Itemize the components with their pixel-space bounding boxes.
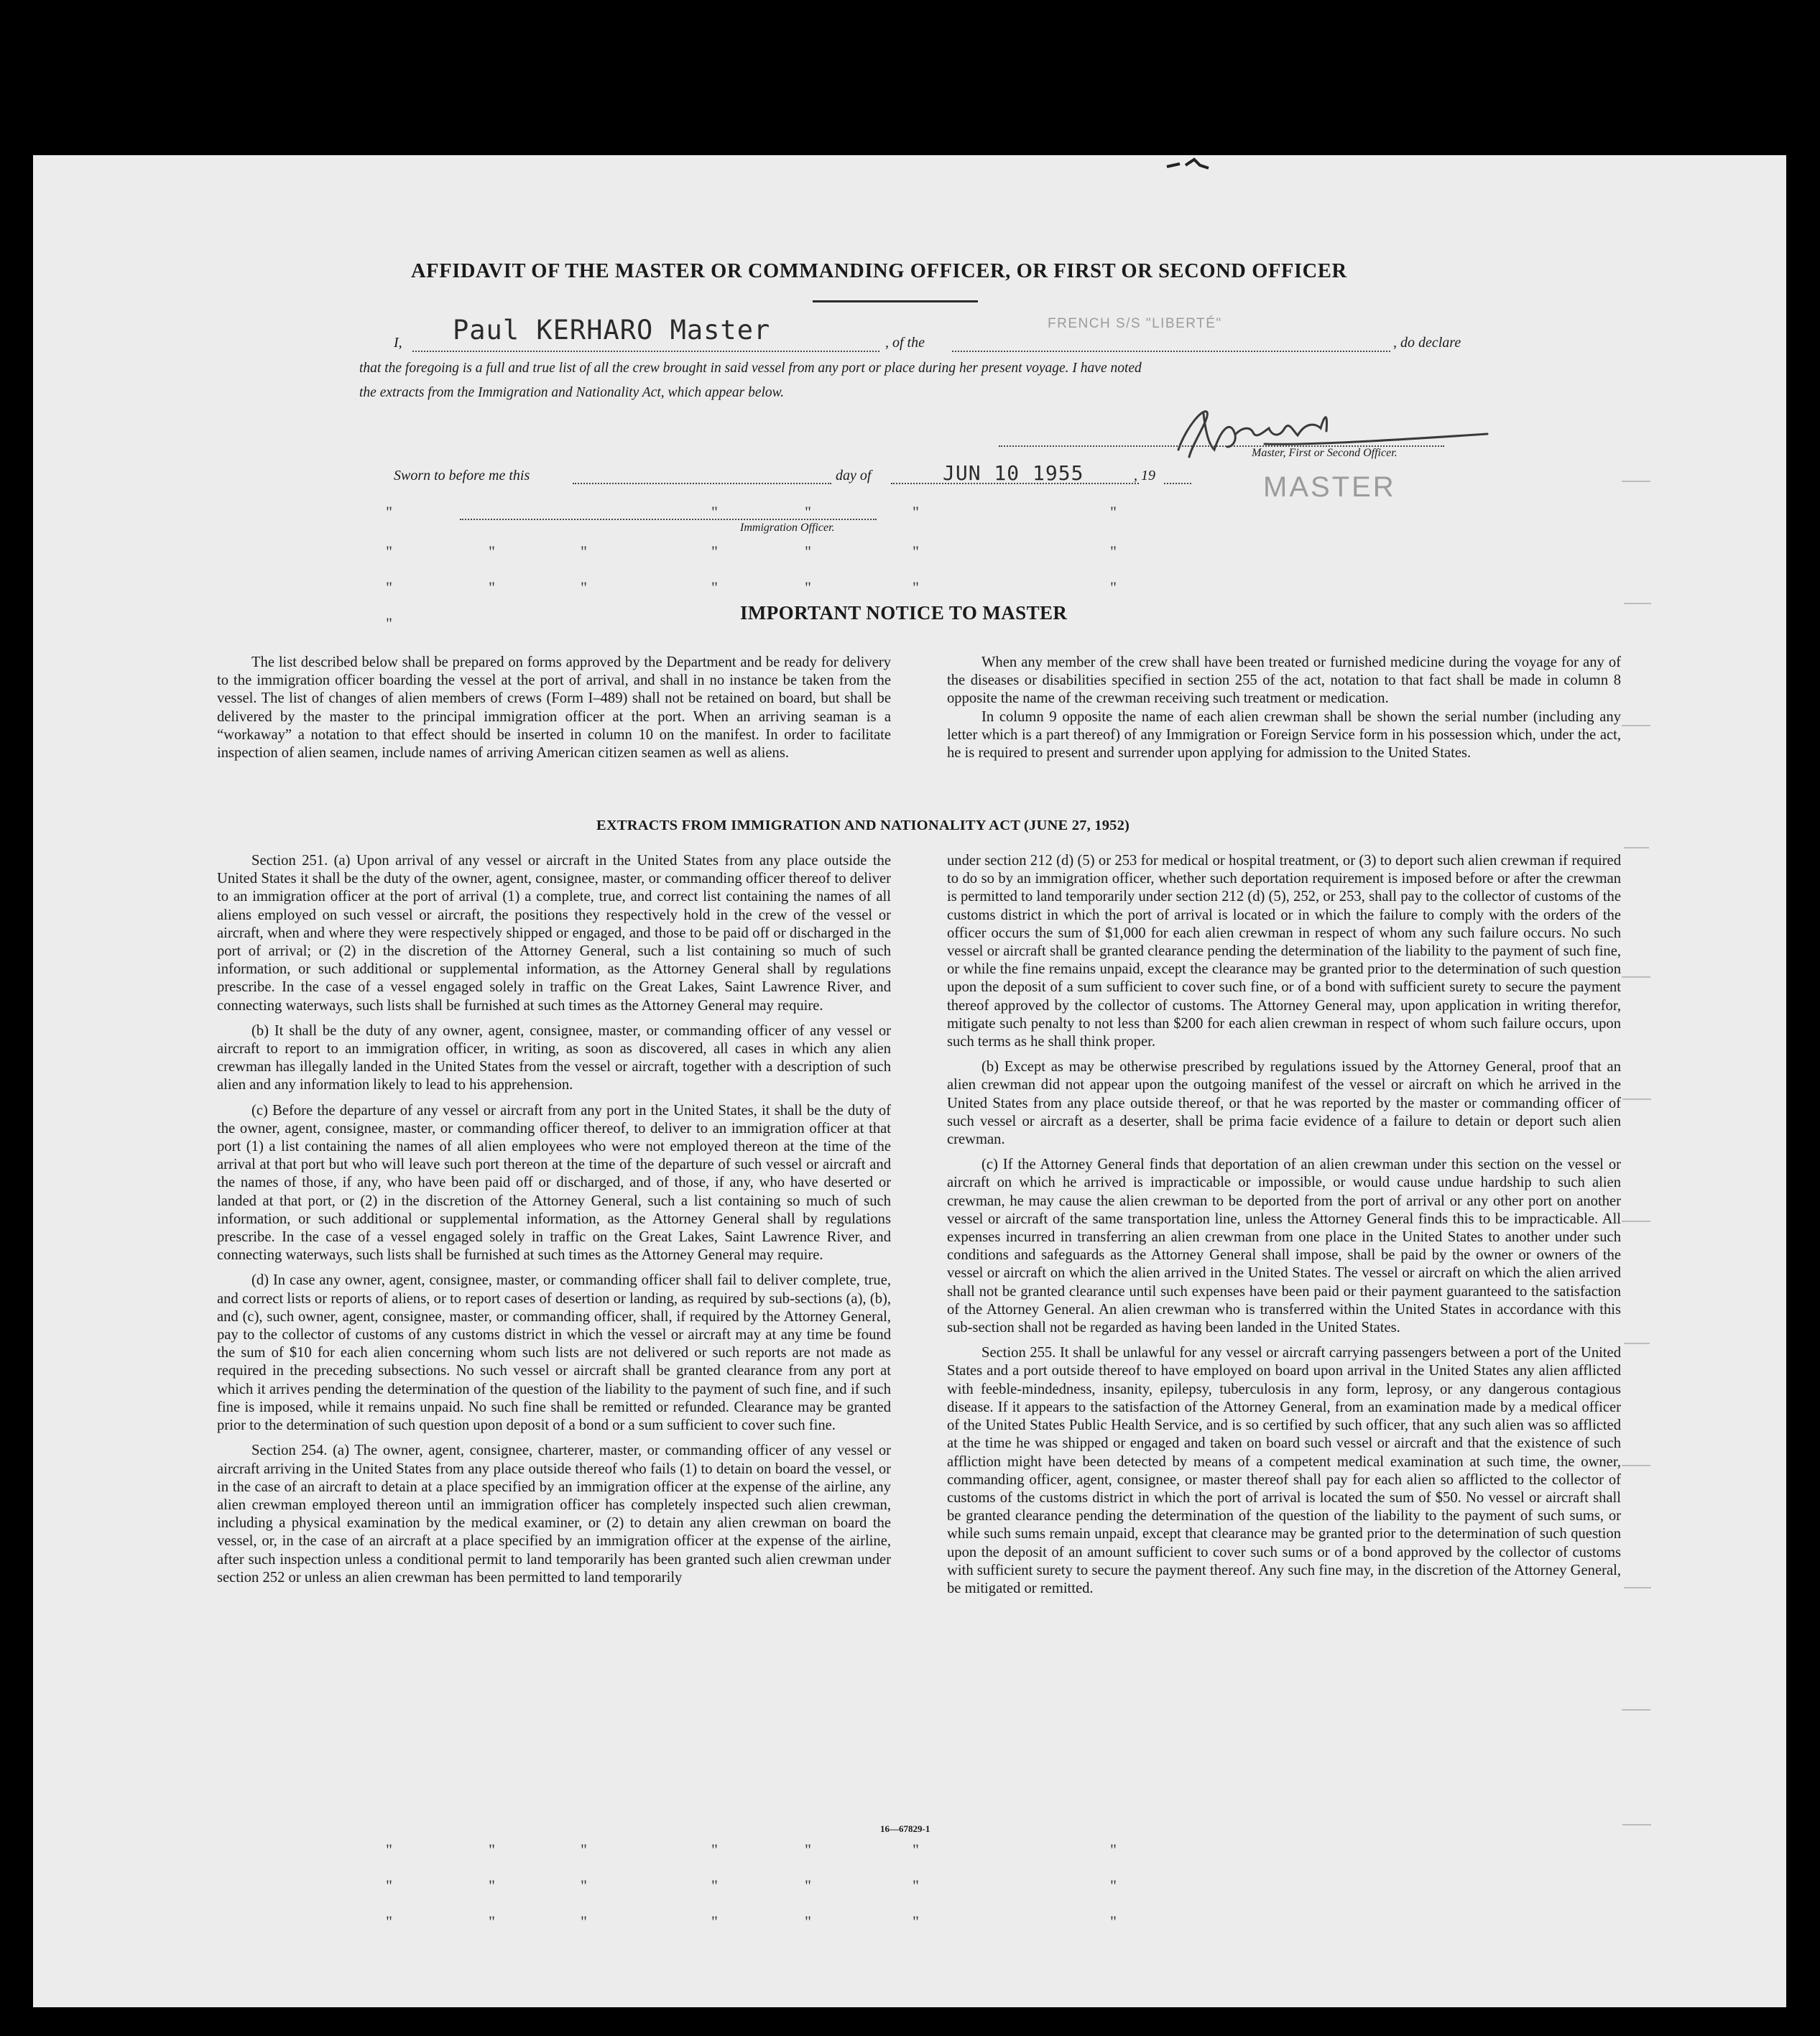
extracts-right-column xyxy=(947,852,1621,1598)
name-leader xyxy=(412,351,879,352)
year-prefix: , 19 xyxy=(1134,468,1155,483)
bleed-through-marks xyxy=(1618,460,1661,1868)
ditto-mark: " xyxy=(711,1877,718,1894)
ditto-mark: " xyxy=(711,1841,718,1859)
ditto-mark: " xyxy=(489,542,495,560)
ditto-mark: " xyxy=(489,1877,495,1894)
ditto-mark: " xyxy=(711,542,718,560)
section-251-c: (c) Before the departure of any vessel or aircraft from any port in the United States, it shall be the duty of the owner, agent, consignee, master, or commanding officer thereof, to deliver to an immigration officer at that port (1) a list containing the names of all alien employees who were not employed thereon at the time of the arrival at that port but who will leave such port thereon at the time of the departure of such vessel or aircraft and the names of those, if any, who have been paid off or discharged, and of those, if any, who have deserted or landed at that port, or (2) in the discretion of the Attorney General, such a list containing so much of such information, or such additional or supplemental information, as the Attorney General shall by regulations prescribe. In the case of a vessel engaged solely in traffic on the Great Lakes, Saint Lawrence River, and connecting waterways, such lists shall be furnished at such times as the Attorney General may require. xyxy=(217,1102,891,1264)
section-254-a-continued: under section 212 (d) (5) or 253 for medical or hospital treatment, or (3) to deport such alien crewman if required to do so by an immigration officer, whether such deportation requirement is imposed before or after the crewman is permitted to land temporarily under section 212 (d) (5), 252, or 253, shall pay to the collector of customs of the customs district in which the port of arrival is located or in which the failure to comply with the orders of the officer occurs the sum of $1,000 for each alien crewman in respect of whom any such failure occurs. No such vessel or aircraft shall be granted clearance pending the determination of the liability to the payment of such fine, or while the fine remains unpaid, except the clearance may be granted prior to the determination of such question upon the deposit of a sum sufficient to cover such fine, or of a bond with sufficient surety to secure the payment thereof approved by the collector of customs. The Attorney General may, upon application in writing therefor, mitigate such penalty to not less than $200 for each alien crewman in respect of whom such failure occurs, upon such terms as he shall think proper. xyxy=(947,853,1621,1050)
stray-mark xyxy=(1164,157,1221,172)
sworn-date-value: JUN 10 1955 xyxy=(943,461,1084,485)
ditto-mark: " xyxy=(805,542,811,560)
ditto-mark: " xyxy=(386,578,392,596)
ditto-mark: " xyxy=(805,503,811,521)
ditto-mark: " xyxy=(581,542,587,560)
sworn-label: Sworn to before me this xyxy=(394,468,530,483)
section-255: Section 255. It shall be unlawful for any vessel or aircraft carrying passengers between a port of the United States and a port outside thereof to have employed on board upon arrival in the United States any alien afflicted with feeble-mindedness, insanity, epilepsy, tuberculosis in any form, leprosy, or any dangerous contagious disease. If it appears to the satisfaction of the Attorney General, from an examination made by a medical officer of the United States Public Health Service, and is so certified by such officer, that any such alien was so afflicted at the time he was shipped or engaged and taken on board such vessel or aircraft and that the existence of such affliction might have been detected by means of a competent medical examination at such time, the owner, commanding officer, agent, consignee, or master thereof shall pay for each alien so afflicted to the collector of customs of the customs district in which the port of arrival is located the sum of $50. No vessel or aircraft shall be granted clearance pending the determination of the question of the liability to the payment of such sums, or while such sums remain unpaid, except that clearance may be granted prior to the determination of such question upon the deposit of an amount sufficient to cover such sums or of a bond approved by the collector of customs with sufficient surety to secure the payment thereof. Any such fine may, in the discretion of the Attorney General, be mitigated or remitted. xyxy=(947,1345,1621,1596)
ditto-mark: " xyxy=(1110,578,1117,596)
declaration-line-1: that the foregoing is a full and true list of all the crew brought in said vessel from any port or place during her present voyage. I have noted xyxy=(359,361,1142,376)
ditto-mark: " xyxy=(913,578,919,596)
ditto-mark: " xyxy=(805,1877,811,1894)
ditto-mark: " xyxy=(711,578,718,596)
ditto-mark: " xyxy=(1110,503,1117,521)
ditto-mark: " xyxy=(913,1841,919,1859)
form-number: 16—67829-1 xyxy=(880,1823,930,1834)
ditto-mark: " xyxy=(581,578,587,596)
notice-left-paragraph: The list described below shall be prepared on forms approved by the Department and be ready for delivery to the immigration officer boarding the vessel at the port of arrival, and shall in no instance be taken from the vessel. The list of changes of alien members of crews (Form I–489) shall not be retained on board, but shall be delivered by the master to the principal immigration officer at the port. When an arriving seaman is a “workaway” a notation to that effect should be inserted in column 10 on the manifest. In order to facilitate inspection of alien seamen, include names of arriving American citizen seamen as well as aliens. xyxy=(217,654,891,762)
ditto-mark: " xyxy=(711,503,718,521)
section-254-a: Section 254. (a) The owner, agent, consignee, charterer, master, or commanding officer of any vessel or aircraft arriving in the United States from any place outside thereof who fails (1) to detain on board the vessel, or in the case of an aircraft to detain at a place specified by an immigration officer at the expense of the airline, any alien crewman employed thereon until an immigration officer has completely inspected such alien crewman, including a physical examination by the medical examiner, or (2) to detain any alien crewman on board the vessel, or, in the case of an aircraft at a place specified by an immigration officer at the expense of the airline, after such inspection unless a conditional permit to land temporarily has been granted such alien crewman under section 252 or unless an alien crewman has been permitted to land temporarily xyxy=(217,1443,891,1586)
vessel-value: FRENCH S/S "LIBERTÉ" xyxy=(1048,316,1222,331)
section-254-b: (b) Except as may be otherwise prescribed by regulations issued by the Attorney General, proof that an alien crewman did not appear upon the outgoing manifest of the vessel or aircraft on which he arrived in the United States from any place outside thereof, or that he was reported by the master or commanding officer of such vessel or aircraft as a deserter, shall be prima facie evidence of a failure to detain or deport such alien crewman. xyxy=(947,1059,1621,1148)
ditto-mark: " xyxy=(1110,1912,1117,1930)
notice-left-column xyxy=(217,654,891,769)
notice-right-paragraph-1: When any member of the crew shall have been treated or furnished medicine during the voyage for any of the diseases or disabilities specified in section 255 of the act, notation to that fact shall be made in column 8 opposite the name of the crewman receiving such treatment or medication. xyxy=(947,654,1621,707)
section-251-a: Section 251. (a) Upon arrival of any vessel or aircraft in the United States from any place outside the United States it shall be the duty of the owner, agent, consignee, master, or commanding officer thereof to deliver to an immigration officer at the port of arrival (1) a complete, true, and correct list containing the names of all aliens employed on such vessel or aircraft, the positions they respectively hold in the crew of the vessel or aircraft, when and where they were respectively shipped or engaged, and those to be paid off or discharged in the port of arrival; or (2) in the discretion of the Attorney General, such a list containing so much of such information, or such additional or supplemental information, as the Attorney General shall by regulations prescribe. In the case of a vessel engaged solely in traffic on the Great Lakes, Saint Lawrence River, and connecting waterways, such lists shall be furnished at such times as the Attorney General may require. xyxy=(217,853,891,1014)
day-of-label: day of xyxy=(836,468,872,483)
ditto-mark: " xyxy=(489,578,495,596)
notice-title: IMPORTANT NOTICE TO MASTER xyxy=(740,602,1068,624)
notice-right-paragraph-2: In column 9 opposite the name of each alien crewman shall be shown the serial number (including any letter which is a part thereof) of any Immigration or Foreign Service form in his possession which, under the act, he is required to present and surrender upon applying for admission to the United States. xyxy=(947,708,1621,762)
ditto-mark: " xyxy=(386,614,392,632)
of-the-label: , of the xyxy=(885,335,925,351)
extracts-title: EXTRACTS FROM IMMIGRATION AND NATIONALITY ACT (JUNE 27, 1952) xyxy=(596,818,1130,833)
ditto-mark: " xyxy=(386,1877,392,1894)
year-leader xyxy=(1164,483,1191,484)
ditto-mark: " xyxy=(489,1841,495,1859)
do-declare-label: , do declare xyxy=(1393,335,1461,351)
ditto-mark: " xyxy=(386,503,392,521)
ditto-mark: " xyxy=(581,1877,587,1894)
immigration-officer-leader xyxy=(460,519,877,520)
title-rule xyxy=(813,300,978,302)
ditto-mark: " xyxy=(489,1912,495,1930)
vessel-leader xyxy=(952,351,1390,352)
master-stamp: MASTER xyxy=(1263,471,1396,503)
section-254-c: (c) If the Attorney General finds that deportation of an alien crewman under this section on the vessel or aircraft on which he arrived is impracticable or impossible, or would cause undue hardship to such alien crewman, he may cause the alien crewman to be deported from the port of arrival or any other port on another vessel or aircraft of the same transportation line, unless the Attorney General finds this to be impracticable. All expenses incurred in transferring an alien crewman from one place in the United States to another under such conditions and safeguards as the Attorney General shall impose, shall be paid by the owner or owners of the vessel or aircraft on which the alien arrived in the United States. The vessel or aircraft on which the alien arrived shall not be granted clearance until such expenses have been paid or their payment guaranteed to the satisfaction of the Attorney General. An alien crewman who is transferred within the United States in accordance with this sub-section shall not be regarded as having been landed in the United States. xyxy=(947,1157,1621,1336)
declaration-line-2: the extracts from the Immigration and Nationality Act, which appear below. xyxy=(359,385,785,400)
section-251-b: (b) It shall be the duty of any owner, agent, consignee, master, or commanding officer of any vessel or aircraft to report to an immigration officer, in writing, as soon as discovered, all cases in which any alien crewman has illegally landed in the United States from the vessel or aircraft, together with a description of such alien and any information likely to lead to his apprehension. xyxy=(217,1022,891,1093)
name-value: Paul KERHARO Master xyxy=(453,315,771,346)
signature-caption: Master, First or Second Officer. xyxy=(1252,447,1398,459)
ditto-mark: " xyxy=(581,1912,587,1930)
ditto-mark: " xyxy=(1110,542,1117,560)
ditto-mark: " xyxy=(913,503,919,521)
ditto-mark: " xyxy=(581,1841,587,1859)
extracts-left-column xyxy=(217,852,891,1587)
immigration-officer-caption: Immigration Officer. xyxy=(740,522,835,534)
section-251-d: (d) In case any owner, agent, consignee, master, or commanding officer shall fail to deliver complete, true, and correct lists or reports of aliens, or to report cases of desertion or landing, as required by sub-sections (a), (b), and (c), such owner, agent, consignee, master, or commanding officer, shall, if required by the Attorney General, pay to the collector of customs of any customs district in which the vessel or aircraft may at any time be found the sum of $10 for each alien concerning whom such lists are not delivered or such reports are not made as required in the preceding subsections. No such vessel or aircraft shall be granted clearance from any port at which it arrives pending the determination of the question of the liability to the payment of such fine, and if such fine is imposed, while it remains unpaid. No such fine shall be remitted or refunded. Clearance may be granted prior to the determination of such question upon deposit of a bond or a sum sufficient to cover such fine. xyxy=(217,1272,891,1434)
ditto-mark: " xyxy=(913,542,919,560)
ditto-mark: " xyxy=(386,1912,392,1930)
ditto-mark: " xyxy=(386,1841,392,1859)
ditto-mark: " xyxy=(386,542,392,560)
sworn-leader xyxy=(573,483,831,484)
ditto-mark: " xyxy=(1110,1877,1117,1894)
ditto-mark: " xyxy=(913,1877,919,1894)
ditto-mark: " xyxy=(805,1912,811,1930)
affidavit-title: AFFIDAVIT OF THE MASTER OR COMMANDING OFFICER, OR FIRST OR SECOND OFFICER xyxy=(411,260,1347,282)
i-label: I, xyxy=(394,335,402,351)
ditto-mark: " xyxy=(805,578,811,596)
ditto-mark: " xyxy=(711,1912,718,1930)
ditto-mark: " xyxy=(913,1912,919,1930)
ditto-mark: " xyxy=(1110,1841,1117,1859)
ditto-mark: " xyxy=(805,1841,811,1859)
notice-right-column xyxy=(947,654,1621,769)
